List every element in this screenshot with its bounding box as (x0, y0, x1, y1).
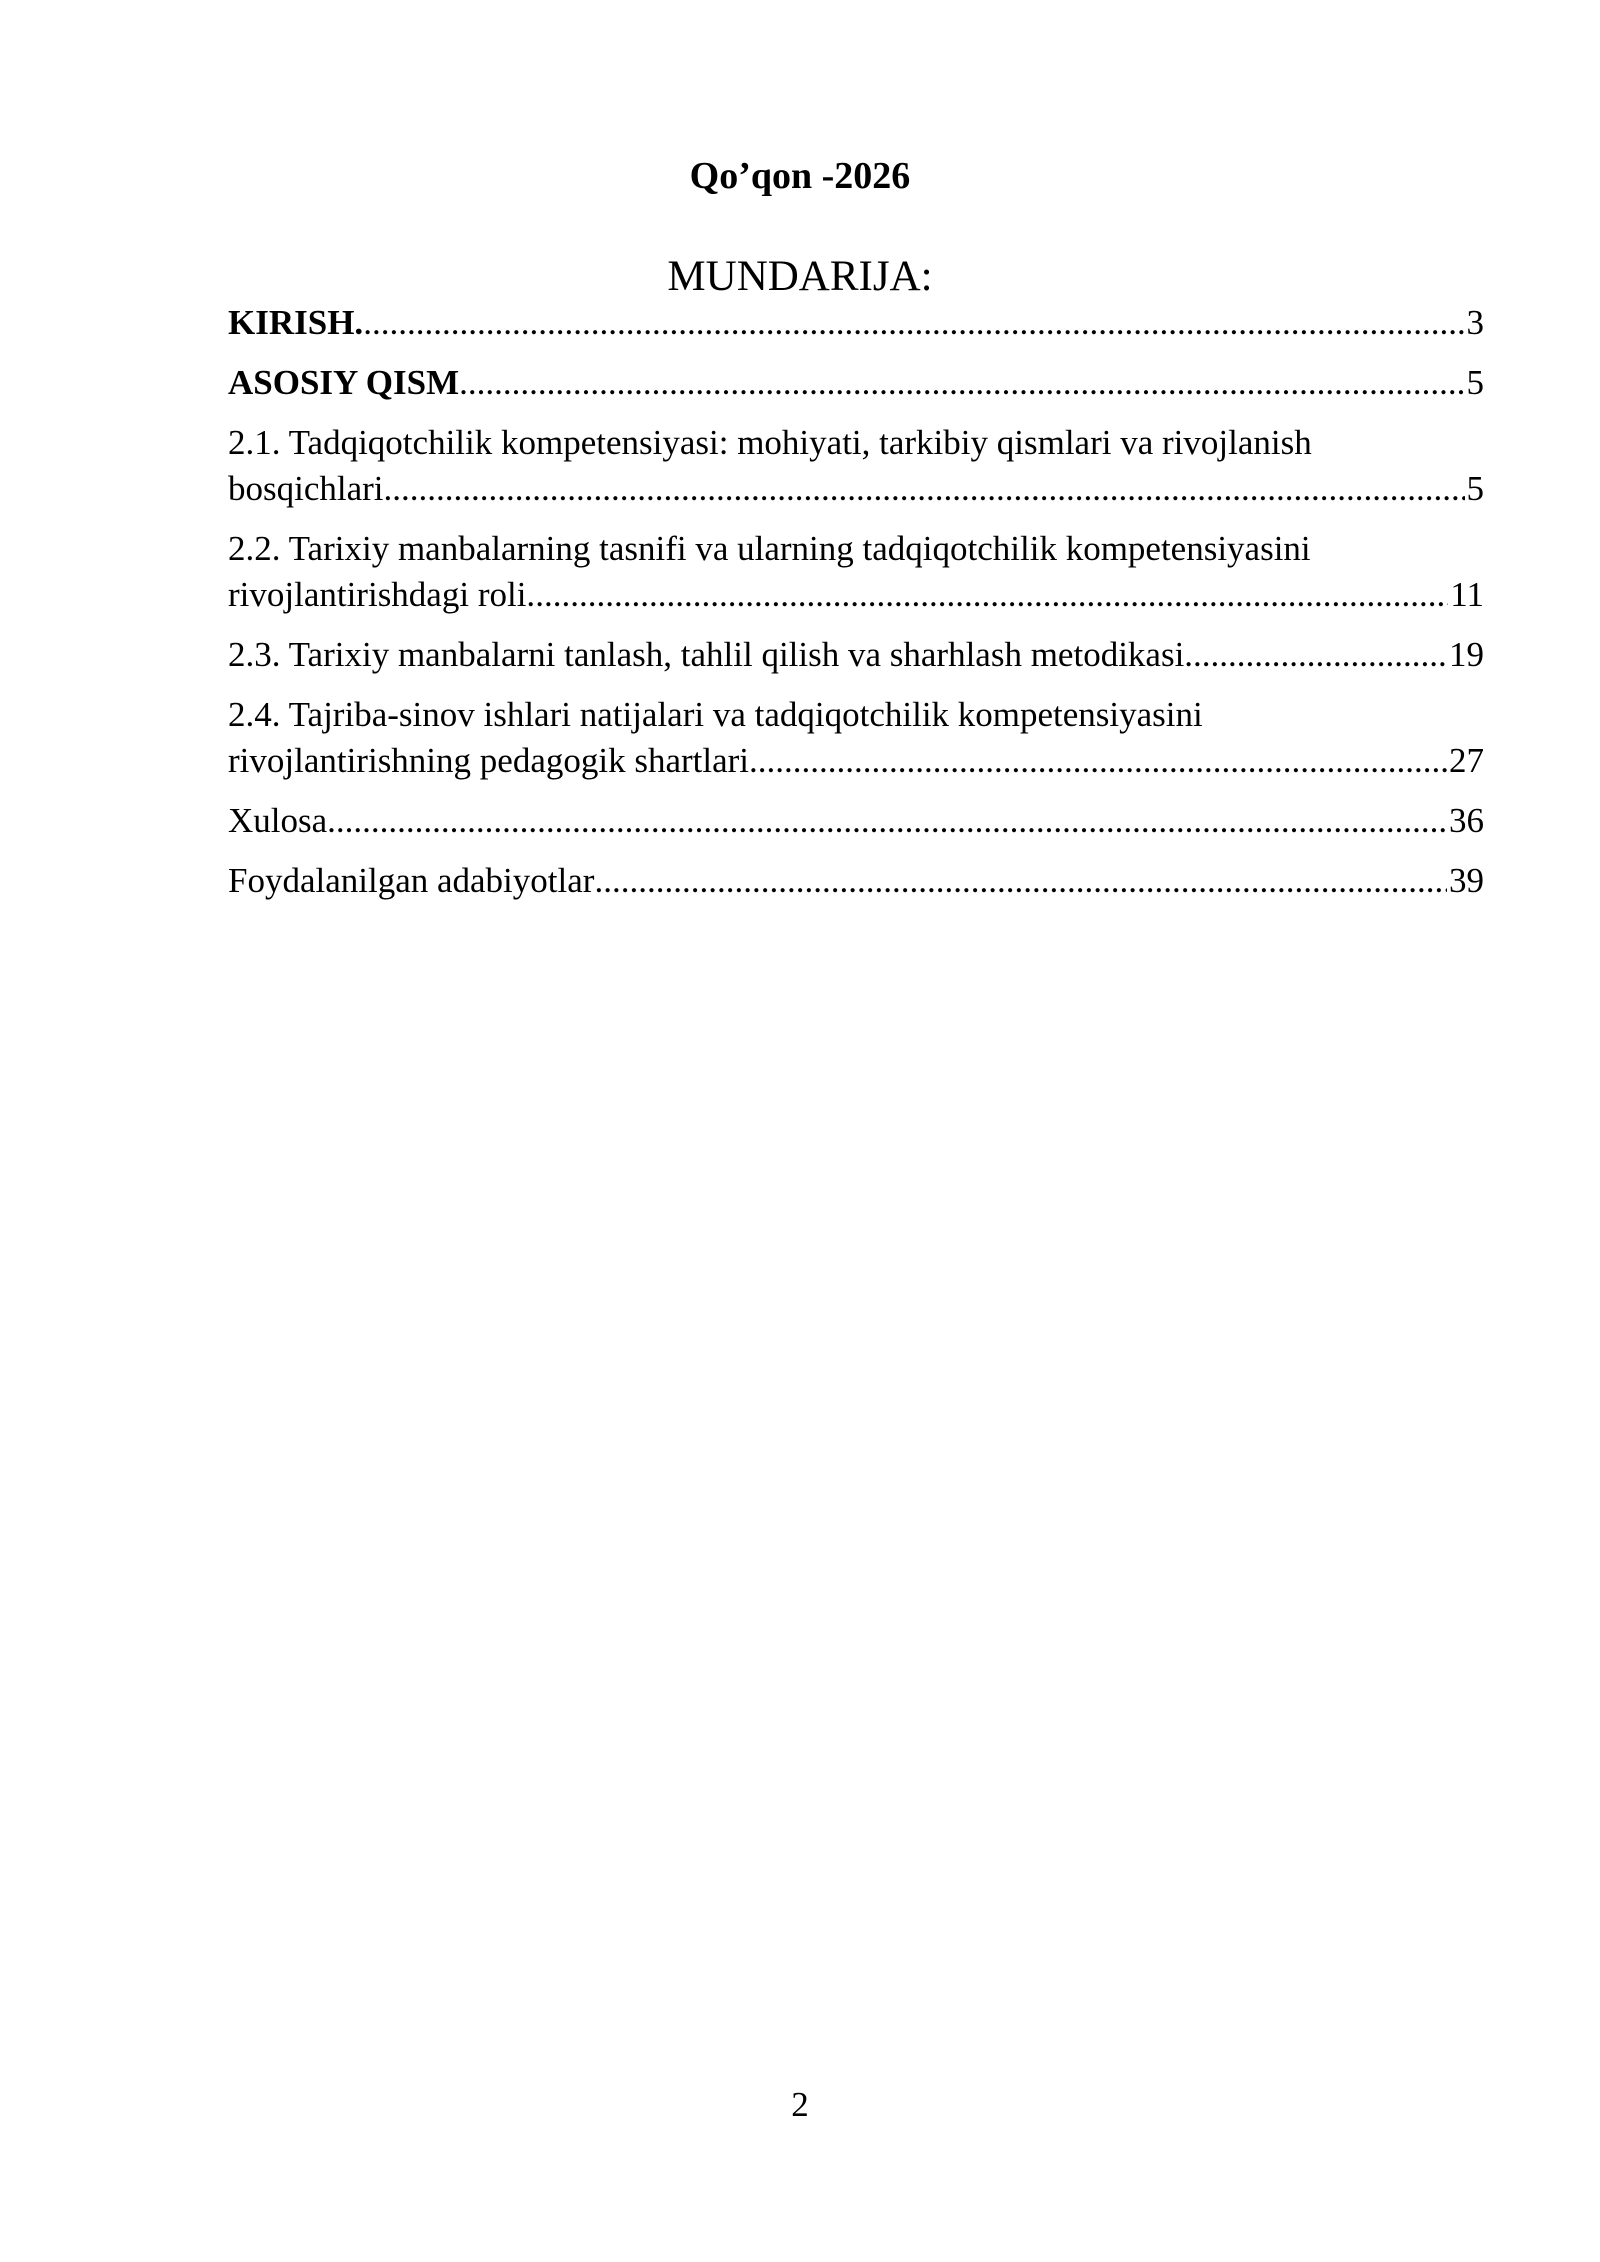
toc-page-number: 27 (1449, 741, 1484, 780)
toc-page-number: 5 (1466, 469, 1484, 508)
toc-leader-dots (384, 466, 1465, 512)
toc-entry-xulosa[interactable] (228, 798, 1484, 844)
toc-entry-title: 2.3. Tarixiy manbalarni tanlash, tahlil qilish va sharhlash metodikasi (228, 635, 1185, 674)
toc-leader-dots (594, 858, 1447, 904)
toc-entry-title-line1: 2.1. Tadqiqotchilik kompetensiyasi: mohiyati, tarkibiy qismlari va rivojlanish (228, 423, 1312, 462)
toc-entry-title-line2: bosqichlari (228, 469, 384, 508)
city-year-heading: Qo’qon -2026 (689, 155, 911, 197)
toc-leader-dots (535, 572, 1448, 618)
toc-entry-2-3[interactable] (228, 632, 1484, 678)
toc-entry-title: Xulosa (228, 801, 328, 840)
toc-entry-title-line2: rivojlantirishning pedagogik shartlari. (228, 741, 758, 780)
toc-entry-title: Foydalanilgan adabiyotlar (228, 861, 595, 900)
toc-entry-title-line1: 2.2. Tarixiy manbalarning tasnifi va ularning tadqiqotchilik kompetensiyasini (228, 529, 1311, 568)
toc-leader-dots (459, 360, 1464, 406)
toc-entry-2-1[interactable] (228, 420, 1484, 512)
toc-page-number: 11 (1450, 575, 1484, 614)
page-number: 2 (791, 2085, 809, 2124)
toc-entry-asosiy-qism[interactable] (228, 360, 1484, 406)
toc-page-number: 19 (1449, 635, 1484, 674)
toc-entry-adabiyotlar[interactable] (228, 858, 1484, 904)
toc-leader-dots (758, 738, 1447, 784)
toc-page-number: 5 (1466, 363, 1484, 402)
table-of-contents (228, 300, 1484, 918)
toc-entry-2-4[interactable] (228, 692, 1484, 784)
toc-entry-title-line2: rivojlantirishdagi roli. (228, 575, 536, 614)
toc-entry-title-line1: 2.4. Tajriba-sinov ishlari natijalari va tadqiqotchilik kompetensiyasini (228, 695, 1203, 734)
toc-leader-dots (1184, 632, 1447, 678)
toc-leader-dots (327, 798, 1447, 844)
toc-page-number: 36 (1449, 801, 1484, 840)
toc-entry-title: ASOSIY QISM (228, 363, 460, 402)
toc-entry-2-2[interactable] (228, 526, 1484, 618)
toc-entry-kirish[interactable] (228, 300, 1484, 346)
toc-title: MUNDARIJA: (667, 253, 933, 300)
toc-leader-dots (363, 300, 1464, 346)
toc-page-number: 39 (1449, 861, 1484, 900)
toc-entry-title: KIRISH. (228, 303, 364, 342)
toc-page-number: 3 (1466, 303, 1484, 342)
